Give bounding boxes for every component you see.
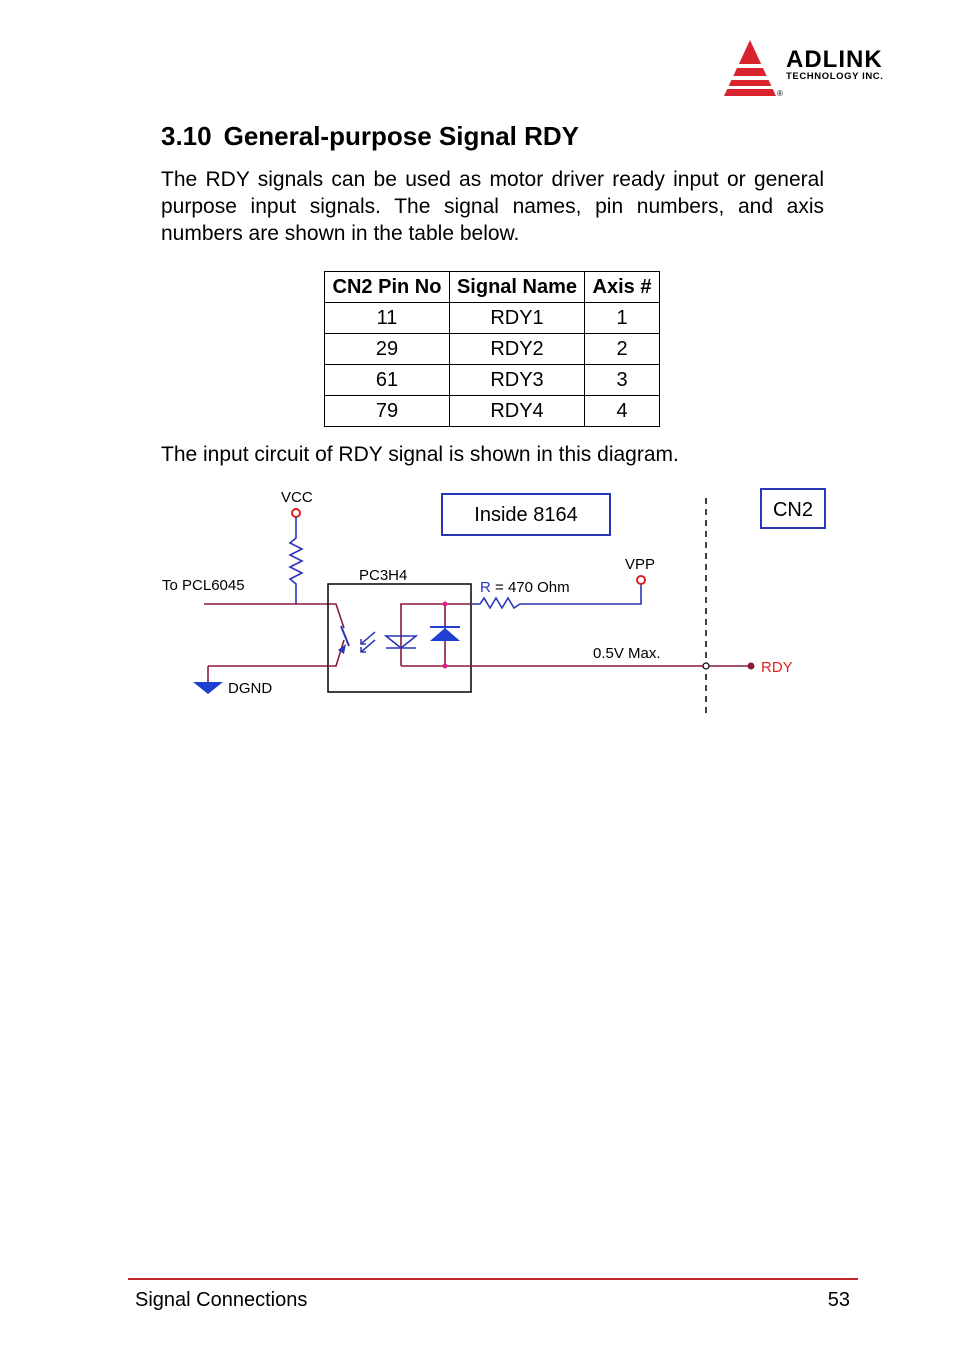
table-row <box>325 303 660 334</box>
table-row <box>325 365 660 396</box>
logo-tagline: TECHNOLOGY INC. <box>786 71 884 82</box>
inside-8164-label: Inside 8164 <box>474 504 578 526</box>
opto-transistor-collector-wire <box>328 604 344 628</box>
cell-signal: RDY3 <box>450 365 585 396</box>
vcc-terminal <box>292 509 300 517</box>
reverse-diode-icon <box>430 628 460 641</box>
table-header-row <box>325 272 660 303</box>
page-number: 53 <box>827 1289 850 1311</box>
light-arrows-icon <box>361 632 375 652</box>
cell-signal: RDY2 <box>450 334 585 365</box>
header-pin: CN2 Pin No <box>325 272 450 303</box>
cell-axis: 1 <box>585 303 660 334</box>
vcc-pullup-resistor <box>290 517 302 604</box>
table-row <box>325 396 660 427</box>
table-row <box>325 334 660 365</box>
pc3h4-label: PC3H4 <box>359 567 408 584</box>
diagram-caption: The input circuit of RDY signal is shown in this diagram. <box>161 443 679 466</box>
pin-dot-top <box>443 602 448 607</box>
cell-signal: RDY1 <box>450 303 585 334</box>
logo-wordmark <box>786 48 884 82</box>
cell-pin: 61 <box>325 365 450 396</box>
resistor-label <box>480 579 570 596</box>
cell-axis: 3 <box>585 365 660 396</box>
cell-axis: 2 <box>585 334 660 365</box>
cell-axis: 4 <box>585 396 660 427</box>
footer-rule <box>128 1278 858 1280</box>
cell-pin: 29 <box>325 334 450 365</box>
adlink-triangle-icon <box>722 40 778 96</box>
cell-pin: 11 <box>325 303 450 334</box>
section-number: 3.10 <box>161 121 212 151</box>
dgnd-label: DGND <box>228 680 273 697</box>
phototransistor-base-icon <box>341 626 349 646</box>
ground-symbol-icon <box>193 682 223 694</box>
vmax-label: 0.5V Max. <box>593 645 661 662</box>
logo-reg-mark: ® <box>777 89 783 98</box>
vcc-label: VCC <box>281 489 313 506</box>
vpp-terminal <box>637 576 645 584</box>
cn2-label: CN2 <box>772 499 814 521</box>
section-title: General-purpose Signal RDY <box>223 121 580 151</box>
intro-paragraph: The RDY signals can be used as motor driver ready input or general purpose input signals. The signal names, pin numbers, and axis numbers are shown in the table below. <box>161 168 824 245</box>
resistor-value: = 470 Ohm <box>490 579 570 596</box>
cell-pin: 79 <box>325 396 450 427</box>
cell-signal: RDY4 <box>450 396 585 427</box>
rdy-input-circuit-diagram <box>150 480 840 725</box>
to-pcl6045-label: To PCL6045 <box>162 577 245 594</box>
led-loop-wire <box>401 604 471 666</box>
phototransistor-emitter-wire <box>328 640 344 666</box>
vpp-label: VPP <box>625 556 656 573</box>
rdy-pin-table <box>324 271 660 427</box>
resistor-r-letter: R <box>480 579 491 596</box>
logo-name: ADLINK <box>786 46 883 73</box>
connector-junction <box>703 663 709 669</box>
pin-dot-bottom <box>443 664 448 669</box>
header-signal: Signal Name <box>450 272 585 303</box>
section-heading <box>161 120 579 152</box>
footer-chapter: Signal Connections <box>135 1289 308 1311</box>
header-axis: Axis # <box>585 272 660 303</box>
rdy-terminal <box>748 663 755 670</box>
rdy-label: RDY <box>761 659 793 676</box>
